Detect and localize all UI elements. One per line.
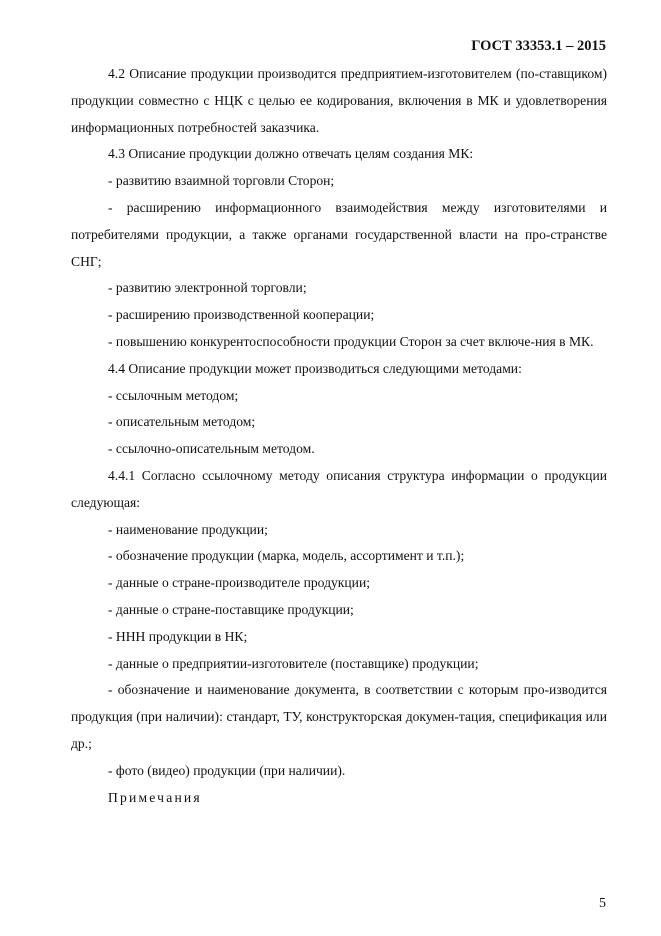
list-item: - обозначение продукции (марка, модель, ассортимент и т.п.); [108,548,465,564]
list-item: - данные о стране-производителе продукции; [108,575,371,591]
list-item: - расширению производственной кооперации; [108,307,375,323]
list-item: - описательным методом; [108,414,256,430]
paragraph-4-4-1: 4.4.1 Согласно ссылочному методу описания структура информации о продукции следующая: [71,467,607,510]
document-code-header: ГОСТ 33353.1 – 2015 [471,38,606,54]
notes-heading: Примечания [108,789,202,805]
list-item: - расширению информационного взаимодействия между изготовителями и потребителями продукции, а также органами государственной власти на про-странстве СНГ; [71,199,607,269]
list-item: - повышению конкурентоспособности продукции Сторон за счет включе-ния в МК. [108,333,594,349]
list-item: - ссылочно-описательным методом. [108,441,315,457]
list-item: - данные о предприятии-изготовителе (поставщике) продукции; [108,655,479,671]
paragraph-4-4: 4.4 Описание продукции может производиться следующими методами: [108,360,522,376]
list-item: - фото (видео) продукции (при наличии). [108,762,346,778]
paragraph-4-2: 4.2 Описание продукции производится предприятием-изготовителем (по-ставщиком) продукции совместно с НЦК с целью ее кодирования, включения в МК и удовлетворения информационных потребностей заказчика. [71,66,607,135]
list-item: - наименование продукции; [108,521,268,537]
list-item: - ННН продукции в НК; [108,628,248,644]
paragraph-4-3: 4.3 Описание продукции должно отвечать целям создания МК: [108,146,474,162]
list-item: - ссылочным методом; [108,387,239,403]
list-item: - данные о стране-поставщике продукции; [108,601,354,617]
list-item: - обозначение и наименование документа, в соответствии с которым про-изводится продукция (при наличии): стандарт, ТУ, конструкторская докумен-тация, спецификация или др.; [71,682,607,751]
list-item: - развитию электронной торговли; [108,280,307,296]
body-text [71,61,607,811]
list-item: - развитию взаимной торговли Сторон; [108,173,335,189]
page-number: 5 [599,896,606,911]
